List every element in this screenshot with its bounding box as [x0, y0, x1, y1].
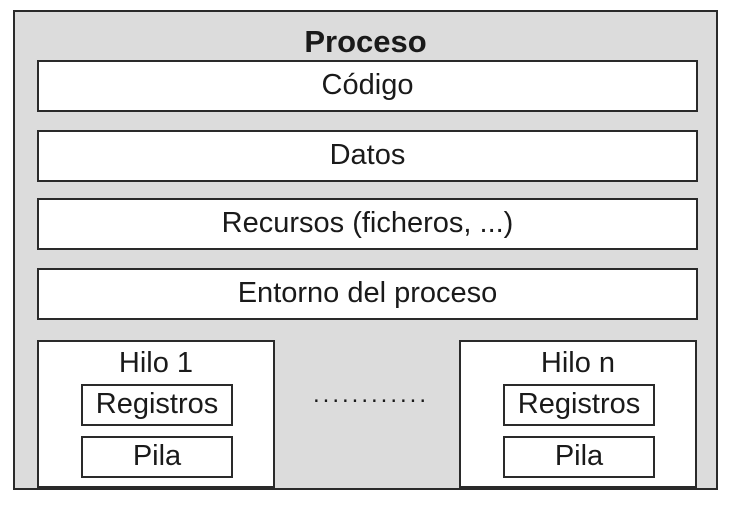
thread-1-stack: Pila: [81, 436, 233, 478]
code-segment: Código: [37, 60, 698, 112]
environment-segment: Entorno del proceso: [37, 268, 698, 320]
ellipsis-separator: ............: [312, 381, 429, 408]
process-container: [13, 10, 718, 490]
process-title: Proceso: [304, 24, 427, 59]
thread-n-label: Hilo n: [540, 347, 616, 379]
thread-1-box: [37, 340, 275, 488]
thread-1-registers: Registros: [81, 384, 233, 426]
thread-n-stack: Pila: [503, 436, 655, 478]
thread-n-registers: Registros: [503, 384, 655, 426]
thread-n-box: [459, 340, 697, 488]
thread-1-label: Hilo 1: [118, 347, 194, 379]
data-segment: Datos: [37, 130, 698, 182]
resources-segment: Recursos (ficheros, ...): [37, 198, 698, 250]
